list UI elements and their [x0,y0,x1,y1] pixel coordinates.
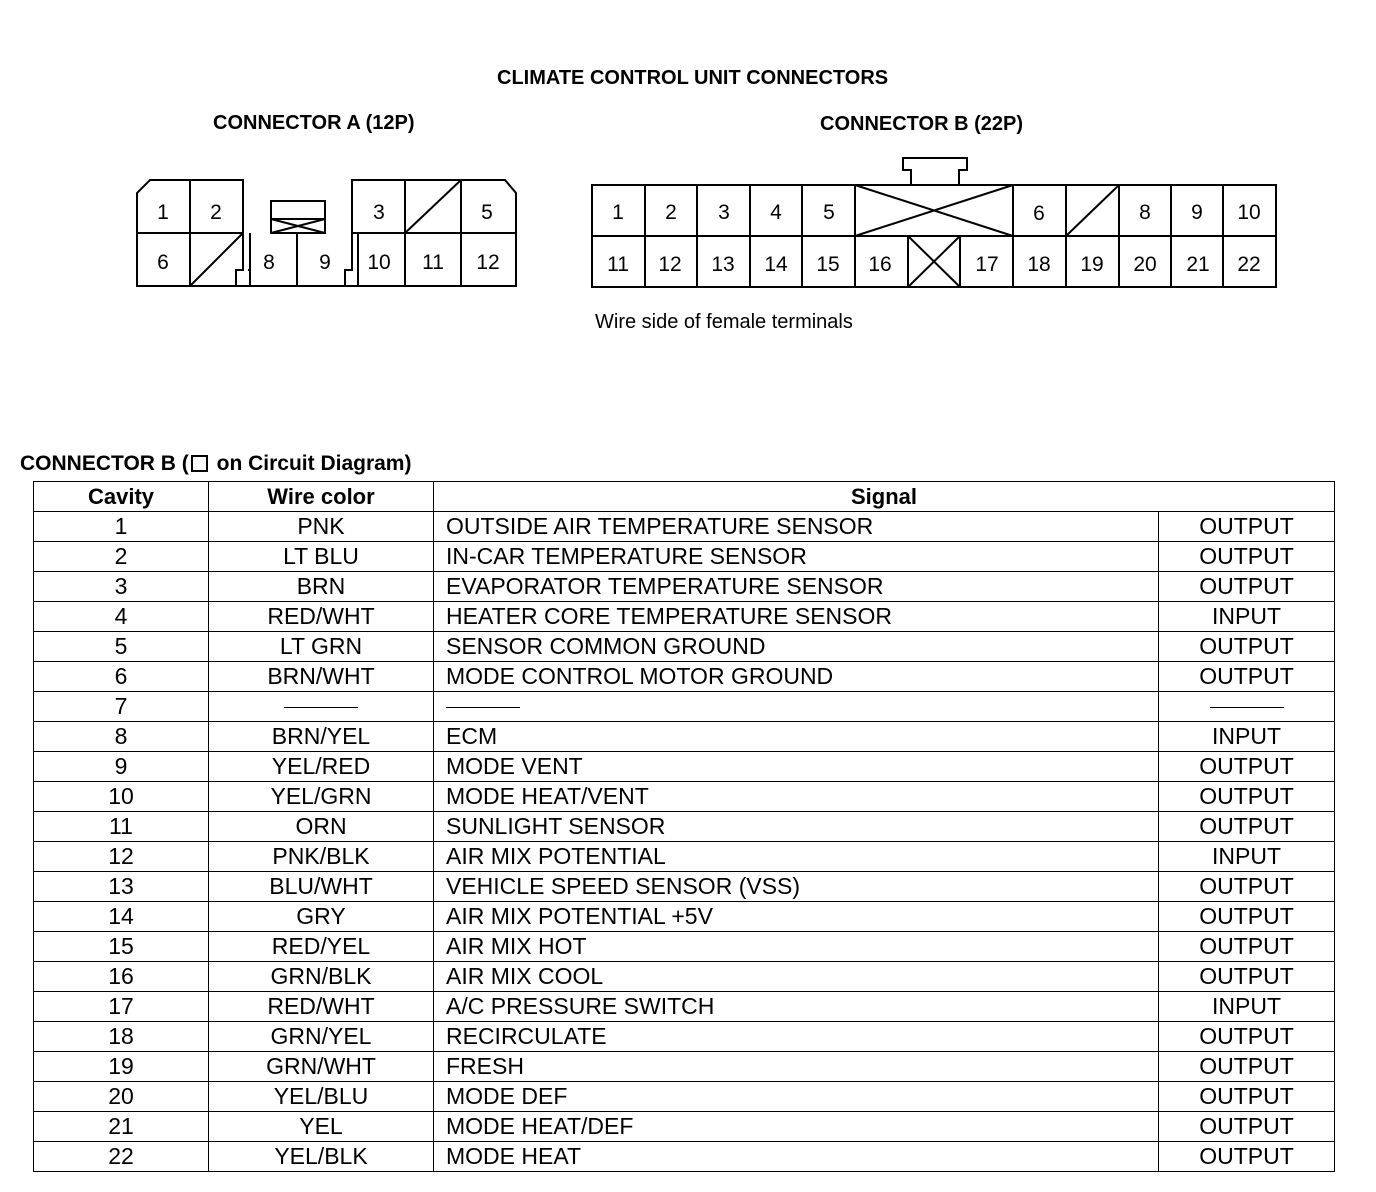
signal-cell: HEATER CORE TEMPERATURE SENSOR [434,602,1159,632]
table-row [34,902,1335,932]
cavity-cell: 12 [34,842,209,872]
direction-cell: OUTPUT [1159,932,1335,962]
connector-a-pin: 12 [476,251,500,274]
cavity-cell: 17 [34,992,209,1022]
table-caption-prefix: CONNECTOR B ( [20,452,189,475]
connector-a-pin: 6 [157,251,169,274]
cavity-cell: 16 [34,962,209,992]
direction-cell: OUTPUT [1159,902,1335,932]
direction-cell: OUTPUT [1159,1052,1335,1082]
wire-color-cell [209,692,434,722]
wire-color-cell: BLU/WHT [209,872,434,902]
connector-b-pin: 10 [1237,201,1261,224]
cavity-cell: 1 [34,512,209,542]
not-used-dash [284,707,358,708]
cavity-cell: 22 [34,1142,209,1172]
not-used-dash [1210,707,1284,708]
direction-cell: OUTPUT [1159,1142,1335,1172]
connector-diagram [0,0,1376,420]
wire-color-cell: RED/WHT [209,992,434,1022]
table-row [34,782,1335,812]
table-caption [20,452,411,476]
table-row [34,1142,1335,1172]
cavity-cell: 21 [34,1112,209,1142]
not-used-dash [446,707,520,708]
table-caption-suffix: on Circuit Diagram) [210,452,412,475]
diagram-title: CLIMATE CONTROL UNIT CONNECTORS [497,67,889,89]
connector-b-pin: 14 [764,253,788,276]
wire-color-cell: BRN [209,572,434,602]
signal-cell: RECIRCULATE [434,1022,1159,1052]
cavity-cell: 18 [34,1022,209,1052]
cavity-cell: 5 [34,632,209,662]
connector-b-label: CONNECTOR B (22P) [820,113,1023,135]
wire-color-cell: ORN [209,812,434,842]
table-row [34,812,1335,842]
wire-color-cell: RED/YEL [209,932,434,962]
wire-color-cell: LT BLU [209,542,434,572]
wire-color-cell: YEL/GRN [209,782,434,812]
connector-b-pin: 9 [1191,201,1203,224]
direction-cell: OUTPUT [1159,662,1335,692]
signal-cell: MODE HEAT/DEF [434,1112,1159,1142]
connector-b-pin: 15 [816,253,840,276]
header-cavity: Cavity [34,482,209,512]
signal-cell: IN-CAR TEMPERATURE SENSOR [434,542,1159,572]
cavity-cell: 10 [34,782,209,812]
cavity-cell: 8 [34,722,209,752]
direction-cell: OUTPUT [1159,572,1335,602]
direction-cell: OUTPUT [1159,512,1335,542]
wire-color-cell: GRY [209,902,434,932]
connector-a-pin: 9 [319,251,331,274]
direction-cell: OUTPUT [1159,632,1335,662]
signal-cell: AIR MIX HOT [434,932,1159,962]
connector-b-pin: 16 [868,253,892,276]
cavity-cell: 11 [34,812,209,842]
connector-b-pin: 5 [823,201,835,224]
connector-b-pin: 1 [612,201,624,224]
table-row [34,752,1335,782]
direction-cell: INPUT [1159,992,1335,1022]
signal-cell: VEHICLE SPEED SENSOR (VSS) [434,872,1159,902]
cavity-cell: 2 [34,542,209,572]
signal-cell: A/C PRESSURE SWITCH [434,992,1159,1022]
table-row [34,722,1335,752]
table-row [34,1082,1335,1112]
connector-b-pin: 2 [665,201,677,224]
direction-cell: OUTPUT [1159,752,1335,782]
connector-b-pin: 20 [1133,253,1157,276]
signal-cell: MODE VENT [434,752,1159,782]
table-row [34,1112,1335,1142]
signal-cell [434,692,1159,722]
wire-color-cell: RED/WHT [209,602,434,632]
connector-a-label: CONNECTOR A (12P) [213,112,415,134]
connector-box-icon [191,455,208,472]
cavity-cell: 14 [34,902,209,932]
direction-cell: OUTPUT [1159,812,1335,842]
connector-a-pin: 11 [422,251,444,274]
wire-color-cell: BRN/YEL [209,722,434,752]
cavity-cell: 4 [34,602,209,632]
wire-color-cell: YEL [209,1112,434,1142]
connector-b-pin: 22 [1237,253,1261,276]
wire-color-cell: GRN/WHT [209,1052,434,1082]
wire-color-cell: YEL/RED [209,752,434,782]
wire-color-cell: YEL/BLU [209,1082,434,1112]
connector-b-pin: 13 [711,253,735,276]
direction-cell: OUTPUT [1159,782,1335,812]
table-row [34,512,1335,542]
table-row [34,872,1335,902]
direction-cell: OUTPUT [1159,1112,1335,1142]
direction-cell [1159,692,1335,722]
connector-a-pin: 1 [157,201,169,224]
signal-cell: SENSOR COMMON GROUND [434,632,1159,662]
connector-b-pin: 4 [770,201,782,224]
signal-cell: OUTSIDE AIR TEMPERATURE SENSOR [434,512,1159,542]
cavity-cell: 6 [34,662,209,692]
table-row [34,962,1335,992]
direction-cell: INPUT [1159,602,1335,632]
direction-cell: OUTPUT [1159,542,1335,572]
direction-cell: OUTPUT [1159,962,1335,992]
signal-cell: AIR MIX POTENTIAL +5V [434,902,1159,932]
wire-side-note: Wire side of female terminals [595,311,853,333]
direction-cell: INPUT [1159,842,1335,872]
direction-cell: OUTPUT [1159,1022,1335,1052]
table-row [34,572,1335,602]
connector-b-pin: 3 [718,201,730,224]
table-row [34,602,1335,632]
signal-cell: MODE DEF [434,1082,1159,1112]
table-row [34,662,1335,692]
wire-color-cell: LT GRN [209,632,434,662]
pinout-table [33,481,1335,1172]
header-wire-color: Wire color [209,482,434,512]
cavity-cell: 9 [34,752,209,782]
cavity-cell: 7 [34,692,209,722]
connector-b-pin: 18 [1027,253,1051,276]
header-signal: Signal [434,482,1335,512]
table-row [34,932,1335,962]
direction-cell: OUTPUT [1159,1082,1335,1112]
direction-cell: INPUT [1159,722,1335,752]
table-header-row [34,482,1335,512]
signal-cell: MODE CONTROL MOTOR GROUND [434,662,1159,692]
connector-a-pin: 2 [210,201,222,224]
table-row [34,842,1335,872]
cavity-cell: 3 [34,572,209,602]
signal-cell: AIR MIX POTENTIAL [434,842,1159,872]
signal-cell: AIR MIX COOL [434,962,1159,992]
wire-color-cell: YEL/BLK [209,1142,434,1172]
cavity-cell: 20 [34,1082,209,1112]
signal-cell: FRESH [434,1052,1159,1082]
wire-color-cell: PNK [209,512,434,542]
table-row [34,1052,1335,1082]
connector-b-pin: 21 [1186,253,1210,276]
wire-color-cell: GRN/YEL [209,1022,434,1052]
direction-cell: OUTPUT [1159,872,1335,902]
table-row [34,542,1335,572]
connector-b-pin: 17 [975,253,999,276]
connector-a-pin: 5 [481,201,493,224]
signal-cell: EVAPORATOR TEMPERATURE SENSOR [434,572,1159,602]
cavity-cell: 13 [34,872,209,902]
connector-b-pin: 12 [658,253,682,276]
connector-a-pin: 10 [367,251,391,274]
wire-color-cell: GRN/BLK [209,962,434,992]
connector-b-pin: 6 [1033,202,1045,225]
table-row [34,632,1335,662]
wire-color-cell: PNK/BLK [209,842,434,872]
signal-cell: MODE HEAT/VENT [434,782,1159,812]
connector-a-pin: 3 [373,201,385,224]
table-row [34,992,1335,1022]
connector-a-pin: 8 [263,251,275,274]
signal-cell: SUNLIGHT SENSOR [434,812,1159,842]
pinout-table-body [34,512,1335,1172]
signal-cell: ECM [434,722,1159,752]
signal-cell: MODE HEAT [434,1142,1159,1172]
connector-b-pin: 11 [607,253,629,276]
cavity-cell: 15 [34,932,209,962]
cavity-cell: 19 [34,1052,209,1082]
connector-b-latch [903,158,967,185]
table-row [34,692,1335,722]
wire-color-cell: BRN/WHT [209,662,434,692]
table-row [34,1022,1335,1052]
connector-b-pin: 8 [1139,201,1151,224]
connector-b-pin: 19 [1080,253,1104,276]
